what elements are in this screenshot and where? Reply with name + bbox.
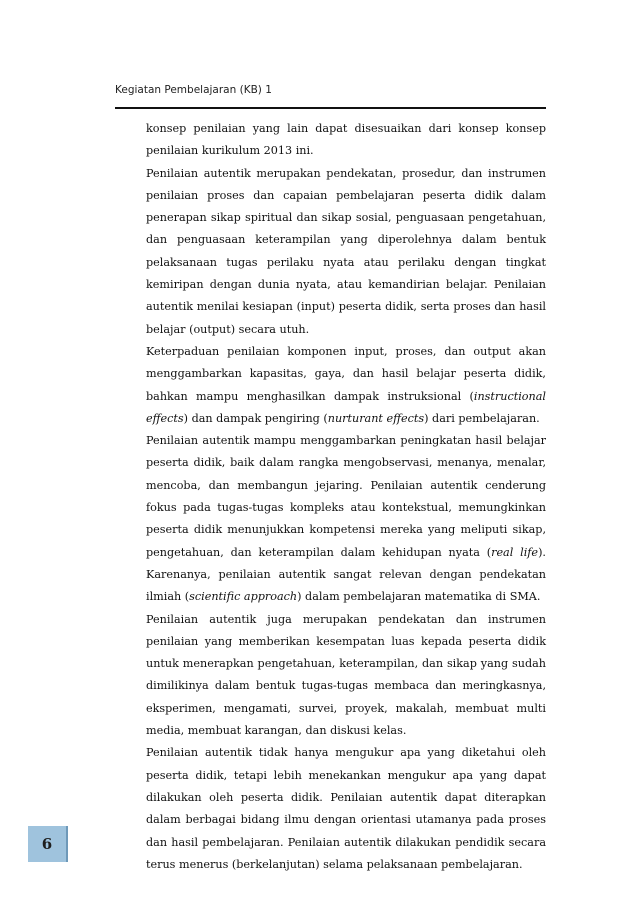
running-header: Kegiatan Pembelajaran (KB) 1 (115, 84, 272, 96)
paragraph-text: ). Karenanya, penilaian autentik sangat relevan dengan pendekatan ilmiah ( (146, 545, 546, 604)
body-text (146, 118, 546, 876)
paragraph-text: Penilaian autentik mampu menggambarkan peningkatan hasil belajar peserta didik, baik dalam rangka mengobservasi, menanya, menalar, mencoba, dan membangun jejaring. Penilaian autentik cenderung fokus pada tugas-tugas kompleks atau kontekstual, memungkinkan peserta didik menunjukkan kompetensi mereka yang meliputi sikap, pengetahuan, dan keterampilan dalam kehidupan nyata ( (146, 434, 546, 559)
paragraph-text: ) dalam pembelajaran matematika di SMA. (297, 590, 541, 604)
italic-term: scientific approach (189, 590, 298, 604)
paragraph: Penilaian autentik merupakan pendekatan, prosedur, dan instrumen penilaian proses dan capaian pembelajaran peserta didik dalam penerapan sikap spiritual dan sikap sosial, penguasaan pengetahuan, dan penguasaan keterampilan yang diperolehnya dalam bentuk pelaksanaan tugas perilaku nyata atau perilaku dengan tingkat kemiripan dengan dunia nyata, atau kemandirian belajar. Penilaian autentik menilai kesiapan (input) peserta didik, serta proses dan hasil belajar (output) secara utuh. (146, 166, 546, 336)
page-number-tab (28, 826, 68, 862)
italic-term: real life (491, 545, 539, 559)
paragraph-text: ) dan dampak pengiring ( (183, 411, 328, 425)
italic-term: nurturant effects (327, 411, 425, 425)
paragraph: Penilaian autentik tidak hanya mengukur apa yang diketahui oleh peserta didik, tetapi lebih menekankan mengukur apa yang dapat dilakukan oleh peserta didik. Penilaian autentik dapat diterapkan dalam berbagai bidang ilmu dengan orientasi utamanya pada proses dan hasil pembelajaran. Penilaian autentik dilakukan pendidik secara terus menerus (berkelanjutan) selama pelaksanaan pembelajaran. (146, 746, 546, 871)
paragraph: Penilaian autentik juga merupakan pendekatan dan instrumen penilaian yang memberikan kesempatan luas kepada peserta didik untuk menerapkan pengetahuan, keterampilan, dan sikap yang sudah dimilikinya dalam bentuk tugas-tugas membaca dan meringkasnya, eksperimen, mengamati, survei, proyek, makalah, membuat multi media, membuat karangan, dan diskusi kelas. (146, 612, 546, 738)
italic-term: instructional effects (146, 389, 546, 425)
paragraph (146, 341, 546, 430)
header-rule (115, 107, 546, 109)
paragraph-text: Keterpaduan penilaian komponen input, proses, dan output akan menggambarkan kapasitas, gaya, dan hasil belajar peserta didik, bahkan mampu menghasilkan dampak instruksional ( (146, 344, 546, 403)
paragraph: konsep penilaian yang lain dapat disesuaikan dari konsep konsep penilaian kurikulum 2013 ini. (146, 122, 546, 158)
paragraph (146, 430, 546, 608)
paragraph-text: ) dari pembelajaran. (424, 411, 540, 425)
page-number: 6 (41, 835, 53, 853)
